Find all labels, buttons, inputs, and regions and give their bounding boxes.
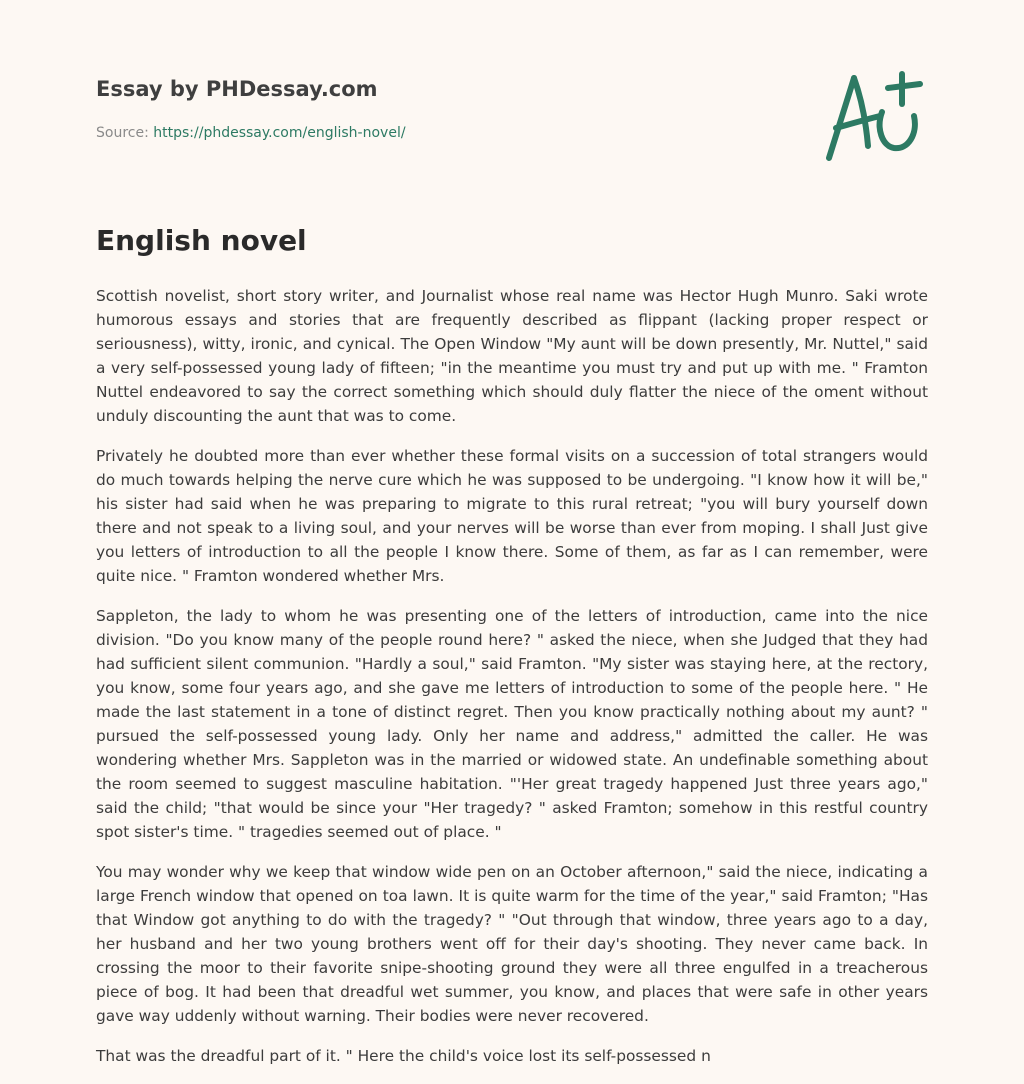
source-label: Source: (96, 125, 154, 141)
article-paragraph: That was the dreadful part of it. " Here the child's voice lost its self-possessed n (96, 1047, 711, 1065)
a-plus-logo-icon (824, 68, 924, 164)
article-paragraph: You may wonder why we keep that window wide pen on an October afternoon," said the niece, indicating a large French window that opened on toa lawn. It is quite warm for the time of the year," said Framton; "Has that Window got anything to do with the tragedy? " "Out through that window, three years ago to a day, her husband and her two young brothers went off for their day's shooting. They never came back. In crossing the moor to their favorite snipe-shooting ground they were all three engulfed in a treacherous piece of bog. It had been that dreadful wet summer, you know, and places that were safe in other years gave way uddenly without warning. Their bodies were never recovered. (96, 863, 928, 1025)
article-paragraph: Scottish novelist, short story writer, and Journalist whose real name was Hector Hugh Munro. Saki wrote humorous essays and stories that are frequently described as flippant (lacking proper respect or seriousness), witty, ironic, and cynical. The Open Window "My aunt will be down presently, Mr. Nuttel," said a very self-possessed young lady of fifteen; "in the meantime you must try and put up with me. " Framton Nuttel endeavored to say the correct something which should duly flatter the niece of the oment without unduly discounting the aunt that was to come. (96, 287, 928, 425)
article-paragraph: Privately he doubted more than ever whether these formal visits on a succession of total strangers would do much towards helping the nerve cure which he was supposed to be undergoing. "I know how it will be," his sister had said when he was preparing to migrate to this rural retreat; "you will bury yourself down there and not speak to a living soul, and your nerves will be worse than ever from moping. I shall Just give you letters of introduction to all the people I know there. Some of them, as far as I can remember, were quite nice. " Framton wondered whether Mrs. (96, 447, 928, 585)
source-link[interactable]: https://phdessay.com/english-novel/ (153, 125, 406, 141)
source-line (96, 125, 406, 141)
article-title: English novel (96, 224, 307, 257)
article-body (96, 284, 928, 1084)
article-paragraph: Sappleton, the lady to whom he was presenting one of the letters of introduction, came into the nice division. "Do you know many of the people round here? " asked the niece, when she Judged that they had had sufficient silent communion. "Hardly a soul," said Framton. "My sister was staying here, at the rectory, you know, some four years ago, and she gave me letters of introduction to some of the people here. " He made the last statement in a tone of distinct regret. Then you know practically nothing about my aunt? " pursued the self-possessed young lady. Only her name and address," admitted the caller. He was wondering whether Mrs. Sappleton was in the married or widowed state. An undefinable something about the room seemed to suggest masculine habitation. "'Her great tragedy happened Just three years ago," said the child; "that would be since your "Her tragedy? " asked Framton; somehow in this restful country spot sister's time. " tragedies seemed out of place. " (96, 607, 928, 841)
site-title: Essay by PHDessay.com (96, 77, 378, 101)
